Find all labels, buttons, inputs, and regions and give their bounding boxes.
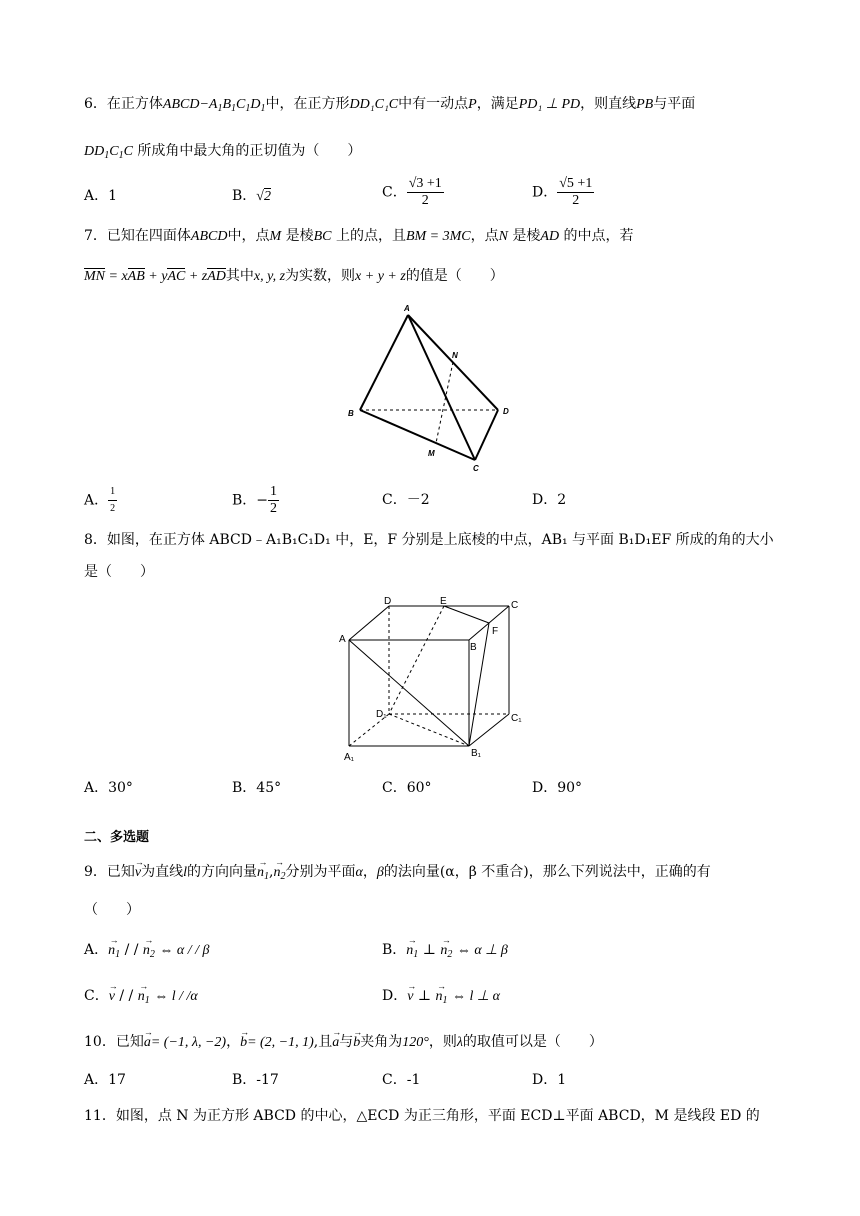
label-C: C	[511, 600, 519, 611]
q8-option-c: C．60°	[382, 780, 432, 796]
q8-line1: 8．如图，在正方体 ABCD﹣A₁B₁C₁D₁ 中，E，F 分别是上底棱的中点，AB₁ 与平面 B₁D₁EF 所成的角的大小	[84, 532, 774, 548]
q10-option-b: B．-17	[232, 1072, 279, 1088]
q8-option-d: D．90°	[532, 780, 583, 796]
q9-option-d: D．→ v ⊥ → $n_1$ ⇔ l ⊥ α	[382, 986, 500, 1011]
q9-option-b: B．→ $n_1$ ⊥ → $n_2$ ⇔ α ⊥ β	[382, 940, 508, 965]
q10-option-a: A．17	[84, 1072, 126, 1088]
label-F: F	[492, 626, 499, 637]
q10-option-d: D．1	[532, 1072, 567, 1088]
q6-option-a: A．1	[84, 188, 118, 204]
label-N: N	[452, 351, 458, 360]
label-D: D	[503, 407, 509, 416]
section-heading: 二、多选题	[84, 830, 150, 845]
q7-line1: 7．已知在四面体ABCD中，点M 是棱BC 上的点，且BM = 3MC，点N 是棱AD 的中点，若	[84, 228, 634, 244]
q11-line1: 11．如图，点 N 为正方形 ABCD 的中心，△ECD 为正三角形，平面 ECD⊥平面 ABCD，M 是线段 ED 的	[84, 1108, 760, 1124]
q7-option-b: B．− $\frac{1}{2}$	[232, 484, 278, 516]
q9-option-a: A．→ $n_1$ / / → $n_2$ ⇔ α / / β	[84, 940, 209, 965]
q10-option-c: C．-1	[382, 1072, 421, 1088]
label-B1: B₁	[471, 748, 482, 759]
label-C1: C₁	[511, 713, 522, 724]
q6-option-c: C． $\frac{√3 +1}{2}$	[382, 176, 442, 208]
q8-option-b: B．45°	[232, 780, 282, 796]
label-A: A	[339, 634, 346, 645]
q7-option-c: C．－2	[382, 492, 430, 508]
q7-option-d: D．2	[532, 492, 567, 508]
cube-figure	[336, 594, 536, 766]
label-B: B	[348, 409, 354, 418]
label-M: M	[428, 449, 435, 458]
q6-option-b: B．√2	[232, 188, 271, 204]
q7-line2: MN = xAB + yAC + zAD其中x, y, z为实数，则x + y + z的值是（ ）	[84, 268, 504, 284]
q9-option-c: C．→ v / / → $n_1$ ⇔ l / /α	[84, 986, 198, 1011]
label-C: C	[473, 464, 479, 473]
q9-line2: （ ）	[84, 902, 140, 918]
label-D: D	[384, 596, 392, 607]
q8-line2: 是（ ）	[84, 564, 154, 580]
q6-line1: 6．在正方体$ABCD-A_1B_1C_1D_1$中，在正方形DD₁C₁C中有一动点P，满足PD₁ ⊥ PD，则直线PB与平面	[84, 96, 696, 114]
q9-line1: 9．已知→ v为直线l的方向向量→ $n_1,\to n_2$分别为平面α，β的法向量(α，β 不重合)，那么下列说法中，正确的有	[84, 862, 711, 887]
label-D1: D₁	[376, 709, 387, 720]
label-A1: A₁	[344, 752, 355, 763]
q10-line1: 10．已知→ a= (−1, λ, −2)，→ b= (2, −1, 1),且→ a与→ b夹角为120°，则λ的取值可以是（ ）	[84, 1032, 603, 1053]
q6-line2: $DD_1C_1C$ 所成角中最大角的正切值为（ ）	[84, 143, 362, 161]
label-E: E	[440, 596, 447, 607]
q7-option-a: A． $\frac{1}{2}$	[84, 486, 116, 514]
tetrahedron-figure	[340, 300, 520, 475]
label-B: B	[470, 642, 477, 653]
label-A: A	[404, 304, 410, 313]
q6-option-d: D． $\frac{√5 +1}{2}$	[532, 176, 593, 208]
q8-option-a: A．30°	[84, 780, 133, 796]
